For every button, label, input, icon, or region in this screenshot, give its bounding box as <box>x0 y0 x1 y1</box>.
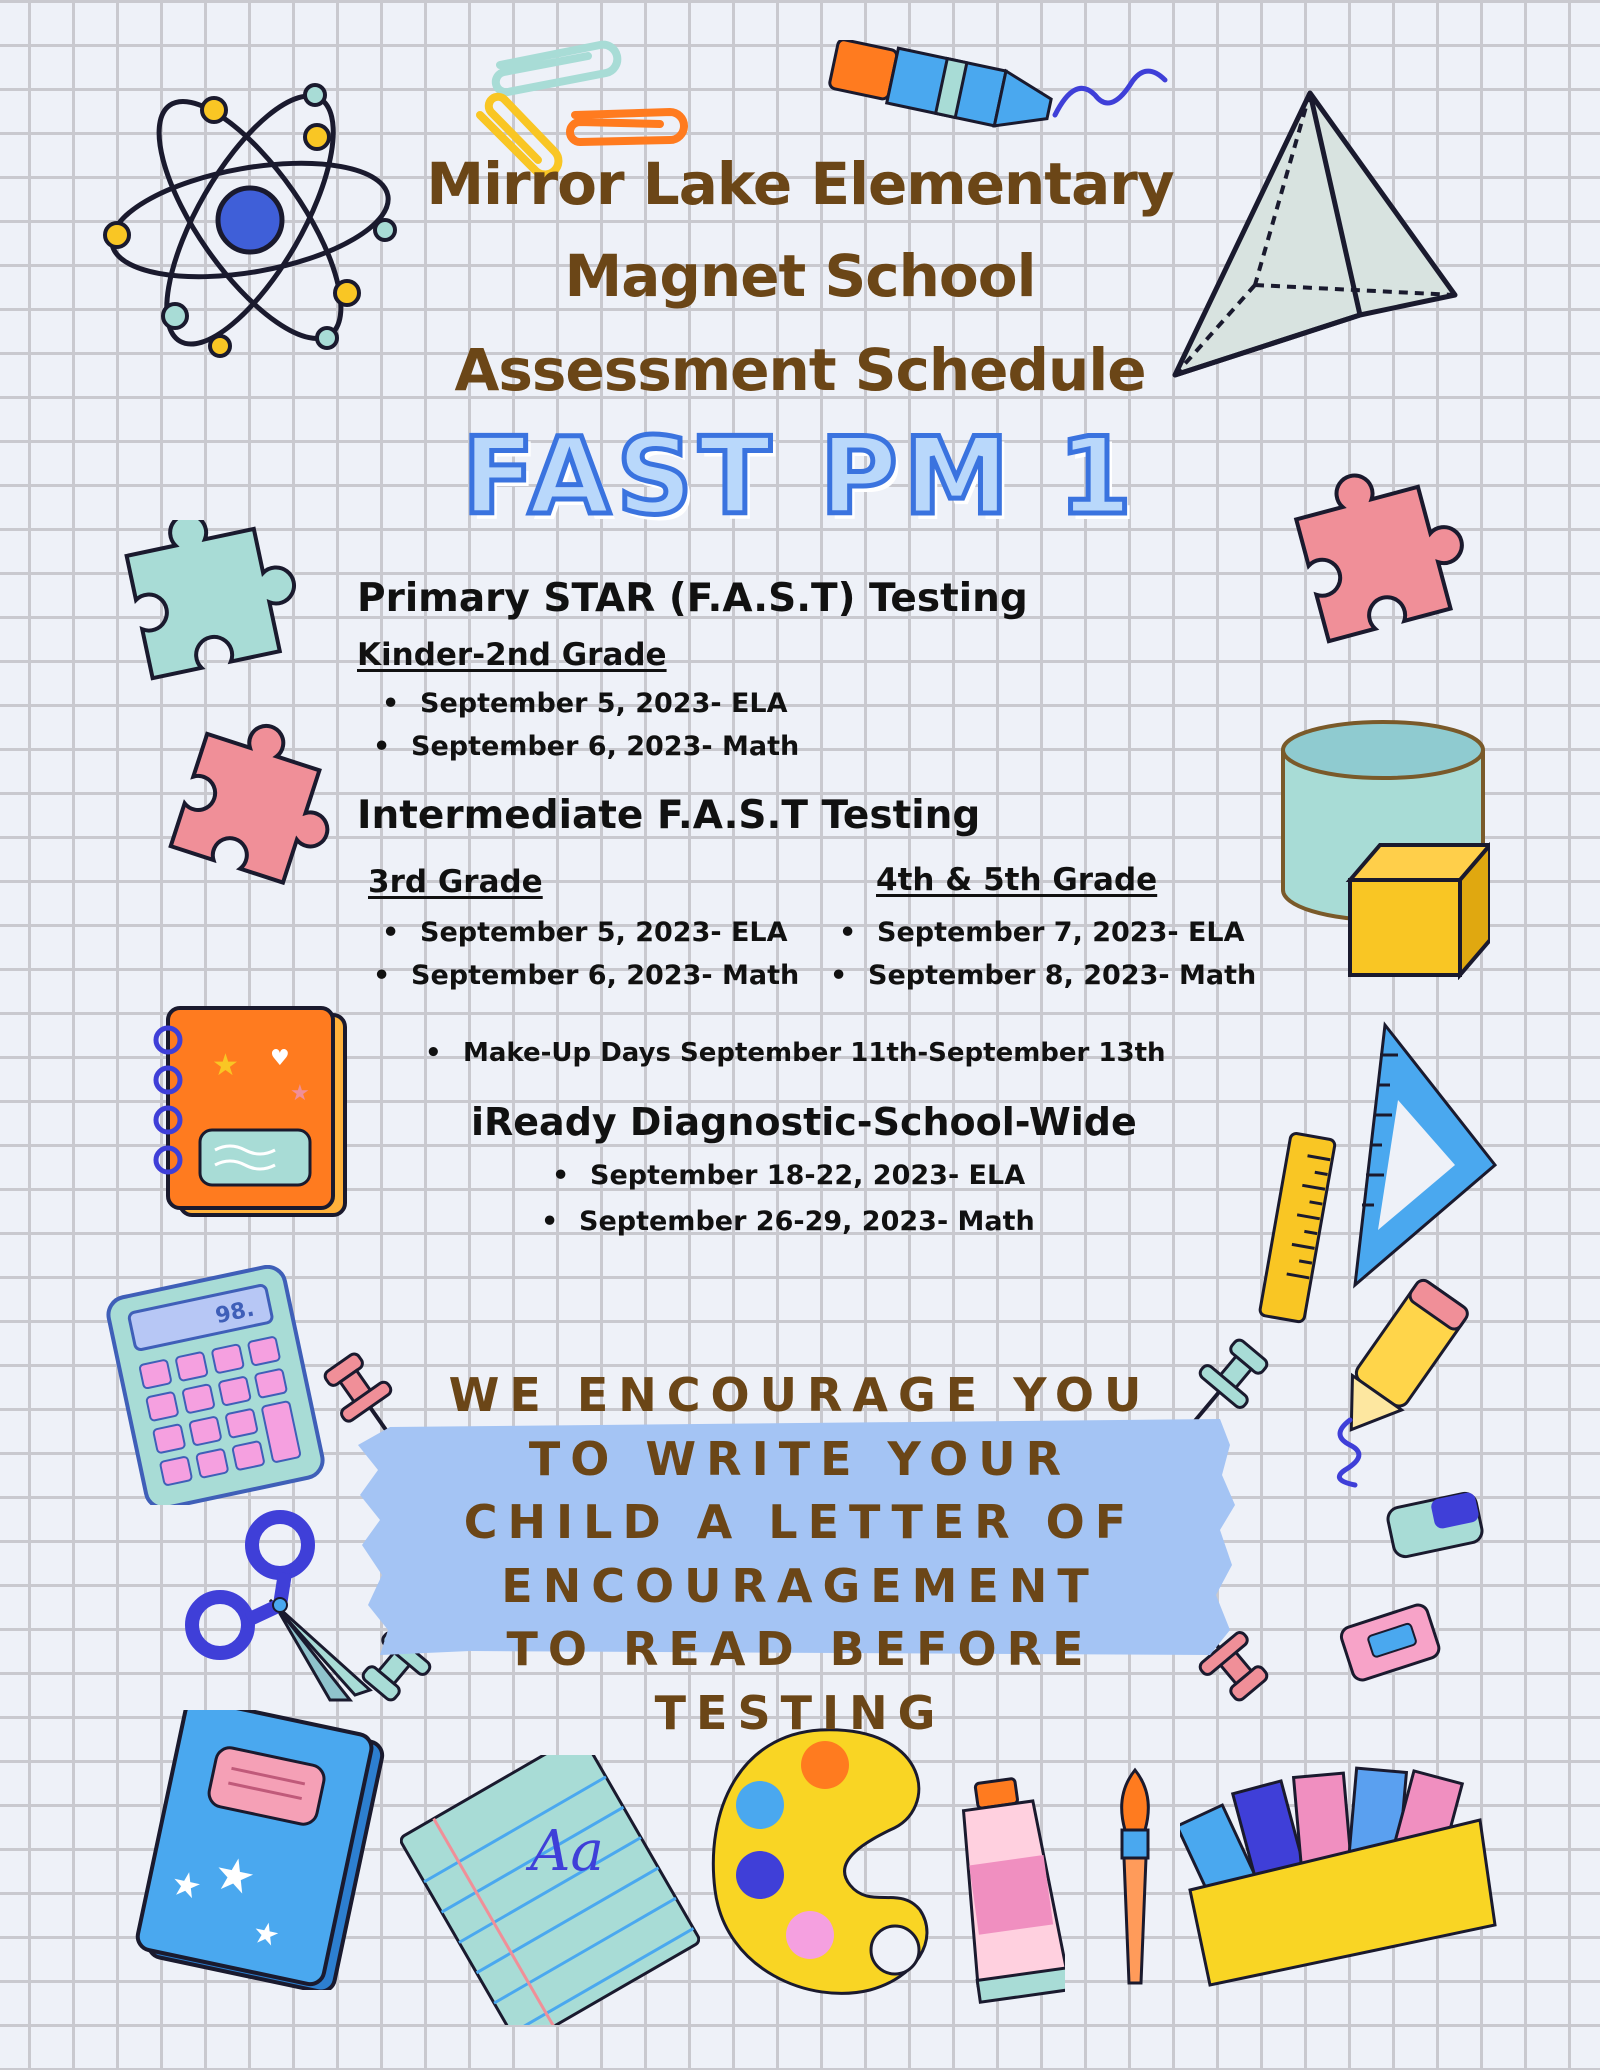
fourth-fifth-grade-label: 4th & 5th Grade <box>876 862 1158 898</box>
encourage-line: CHILD A LETTER OF <box>463 1495 1137 1549</box>
list-item: • September 6, 2023- Math <box>411 960 799 991</box>
puzzle-piece-icon <box>160 720 335 905</box>
list-item: • September 5, 2023- ELA <box>420 917 788 948</box>
primary-grade-label: Kinder-2nd Grade <box>357 637 667 673</box>
svg-text:★: ★ <box>290 1081 310 1106</box>
school-name-line-1: Mirror Lake Elementary <box>426 150 1174 218</box>
list-item: • September 26-29, 2023- Math <box>579 1206 1035 1237</box>
svg-text:★: ★ <box>167 1862 206 1909</box>
calculator-display: 98. <box>213 1296 257 1330</box>
list-item: • September 8, 2023- Math <box>868 960 1256 991</box>
svg-text:★: ★ <box>209 1844 261 1907</box>
list-item: • September 5, 2023- ELA <box>420 688 788 719</box>
atom-icon <box>95 80 405 370</box>
notebook-icon <box>150 1000 355 1225</box>
puzzle-piece-icon <box>108 520 308 685</box>
makeup-days: • Make-Up Days September 11th-September 13th <box>463 1038 1166 1068</box>
encourage-line: TESTING <box>654 1686 946 1740</box>
paint-brush-icon <box>1100 1760 1170 1990</box>
lined-paper-icon <box>400 1755 700 2025</box>
list-item: • September 7, 2023- ELA <box>877 917 1245 948</box>
glue-pen-icon <box>820 40 1180 150</box>
iready-heading: iReady Diagnostic-School-Wide <box>471 1100 1137 1144</box>
svg-text:♥: ♥ <box>270 1046 290 1071</box>
encourage-line: WE ENCOURAGE YOU <box>448 1368 1152 1422</box>
page-title: Assessment Schedule <box>454 336 1146 404</box>
school-name-line-2: Magnet School <box>564 242 1036 310</box>
list-item: • September 6, 2023- Math <box>411 731 799 762</box>
notebook-letters: Aa <box>530 1819 604 1884</box>
book-icon <box>120 1710 390 1990</box>
encourage-line: TO READ BEFORE <box>506 1622 1094 1676</box>
crayon-box-icon <box>1180 1750 1505 1990</box>
paint-tube-icon <box>955 1775 1065 2005</box>
triangle-ruler-icon <box>1340 1015 1510 1290</box>
intermediate-testing-heading: Intermediate F.A.S.T Testing <box>357 793 981 838</box>
primary-testing-heading: Primary STAR (F.A.S.T) Testing <box>357 576 1028 621</box>
svg-text:★: ★ <box>249 1914 283 1955</box>
third-grade-label: 3rd Grade <box>368 864 543 900</box>
paint-palette-icon <box>700 1720 970 2010</box>
encourage-line: ENCOURAGEMENT <box>501 1559 1099 1613</box>
encourage-line: TO WRITE YOUR <box>528 1432 1072 1486</box>
list-item: • September 18-22, 2023- ELA <box>590 1160 1025 1191</box>
cylinder-cube-icon <box>1275 720 1490 980</box>
assessment-badge: FAST PM 1 <box>462 415 1138 538</box>
svg-text:★: ★ <box>212 1048 239 1083</box>
